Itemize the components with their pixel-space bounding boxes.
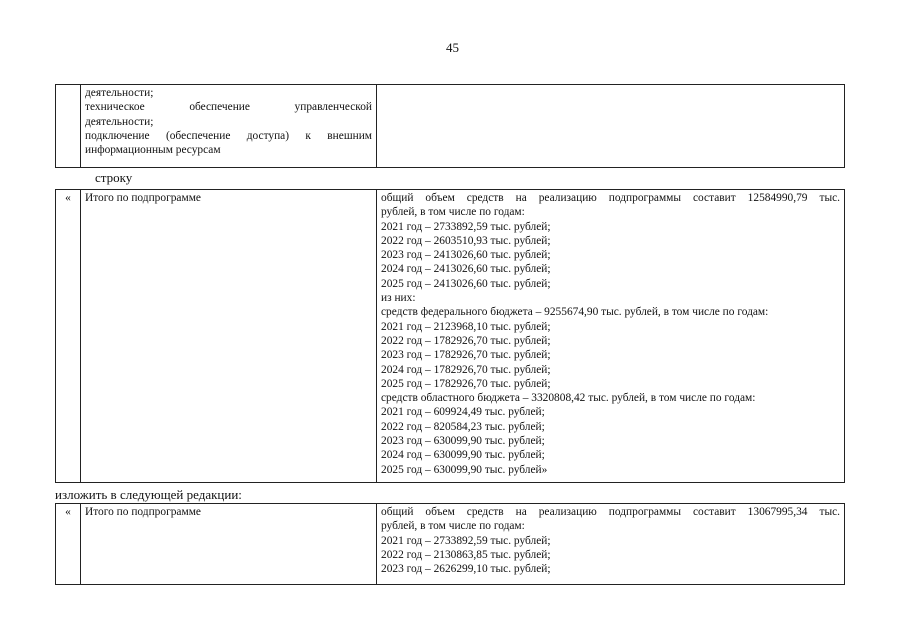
text-line: 2025 год – 630099,90 тыс. рублей» (381, 463, 548, 476)
table-row (56, 190, 845, 483)
text-line: 2022 год – 2603510,93 тыс. рублей; (381, 234, 551, 247)
text-line: 2024 год – 630099,90 тыс. рублей; (381, 449, 545, 462)
text-line: 2022 год – 1782926,70 тыс. рублей; (381, 334, 551, 347)
table-row (56, 85, 845, 168)
caption-stroku: строку (95, 170, 133, 185)
text-line: 2023 год – 1782926,70 тыс. рублей; (381, 349, 551, 362)
text-line: 2023 год – 630099,90 тыс. рублей; (381, 435, 545, 448)
text-line: средств федерального бюджета – 9255674,90 тыс. рублей, в том числе по годам: (381, 306, 769, 319)
text-line: общий объем средств на реализацию подпрограммы составит 12584990,79 тыс. (381, 192, 840, 204)
text-line: 2021 год – 2123968,10 тыс. рублей; (381, 320, 551, 333)
text-line: 2022 год – 820584,23 тыс. рублей; (381, 420, 545, 433)
text-line: деятельности; (85, 115, 154, 128)
table-cell-marker (56, 85, 81, 168)
text-line: рублей, в том числе по годам: (381, 206, 525, 219)
text-line: деятельности; (85, 87, 154, 99)
text-line: подключение (обеспечение доступа) к внешним (85, 129, 372, 142)
row-label: Итого по подпрограмме (81, 190, 377, 483)
text-line: 2021 год – 609924,49 тыс. рублей; (381, 406, 545, 419)
text-line: рублей, в том числе по годам: (381, 520, 525, 533)
row-label: Итого по подпрограмме (81, 504, 377, 585)
text-line: 2024 год – 2413026,60 тыс. рублей; (381, 263, 551, 276)
opening-quote: « (56, 504, 81, 585)
table-new-version (55, 503, 845, 585)
text-line: 2025 год – 2413026,60 тыс. рублей; (381, 277, 551, 290)
text-line: 2023 год – 2626299,10 тыс. рублей; (381, 563, 551, 576)
table-old-version (55, 189, 845, 483)
text-line: средств областного бюджета – 3320808,42 тыс. рублей, в том числе по годам: (381, 392, 756, 405)
text-line: 2025 год – 1782926,70 тыс. рублей; (381, 377, 551, 390)
caption-new-edition: изложить в следующей редакции: (55, 487, 242, 502)
text-line: 2023 год – 2413026,60 тыс. рублей; (381, 249, 551, 262)
table-cell-empty (377, 85, 845, 168)
text-line: 2021 год – 2733892,59 тыс. рублей; (381, 220, 551, 233)
text-line: общий объем средств на реализацию подпрограммы составит 13067995,34 тыс. (381, 506, 840, 518)
page-number: 45 (446, 40, 459, 55)
table-cell-description (81, 85, 377, 168)
text-line: из них: (381, 292, 416, 305)
table-row (56, 504, 845, 585)
text-line: 2024 год – 1782926,70 тыс. рублей; (381, 363, 551, 376)
opening-quote: « (56, 190, 81, 483)
text-line: информационным ресурсам (85, 144, 221, 157)
text-line: техническое обеспечение управленческой (85, 101, 372, 114)
text-line: 2022 год – 2130863,85 тыс. рублей; (381, 548, 551, 561)
funding-description (377, 504, 845, 585)
table-top-fragment (55, 84, 845, 168)
text-line: 2021 год – 2733892,59 тыс. рублей; (381, 534, 551, 547)
funding-description (377, 190, 845, 483)
